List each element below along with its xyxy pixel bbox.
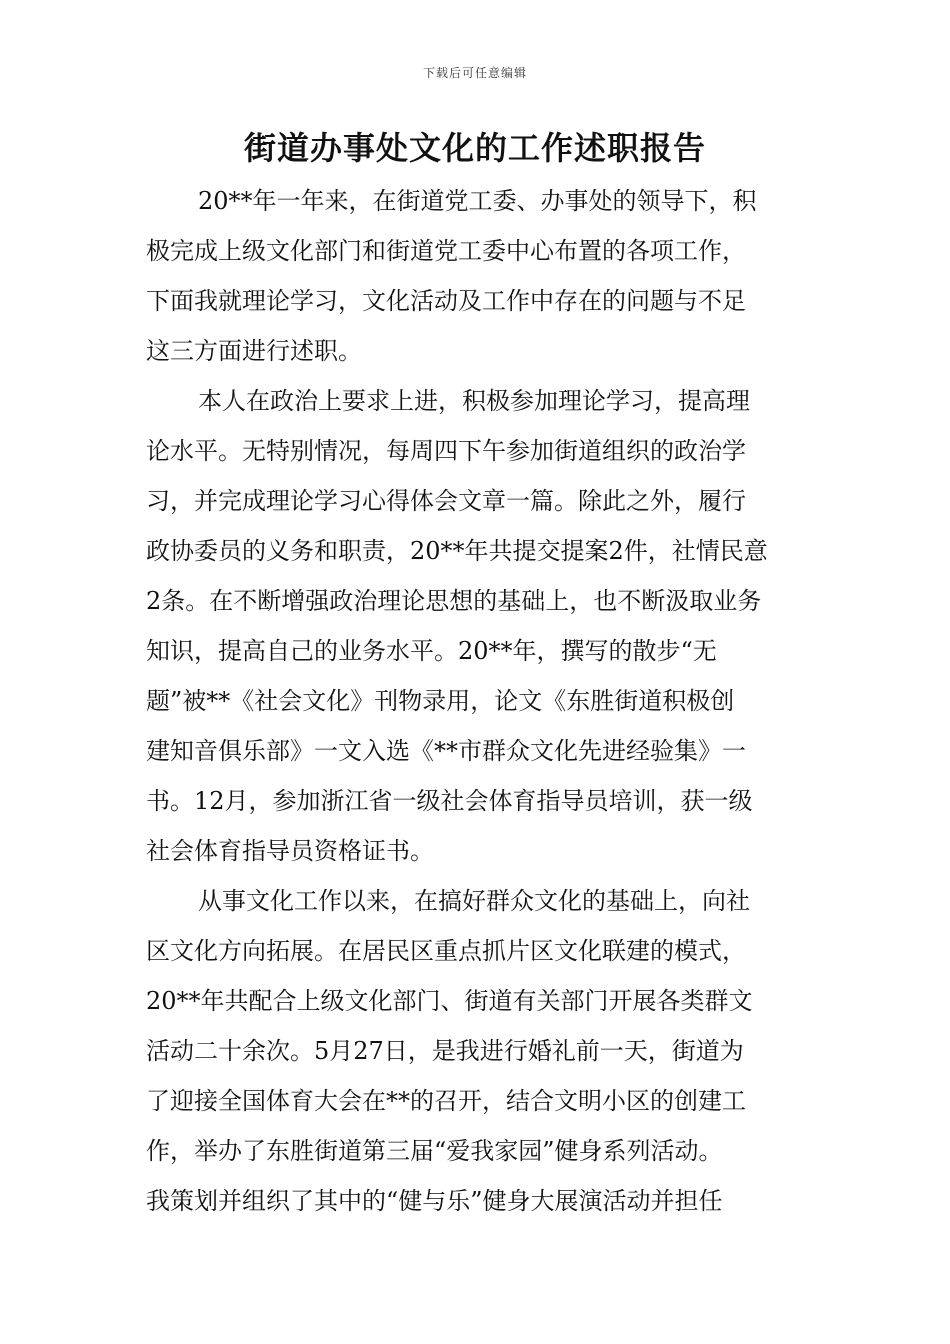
body-text-line: 社会体育指导员资格证书。	[146, 837, 434, 865]
body-text-line: 知识，提高自己的业务水平。20**年，撰写的散步“无	[146, 637, 717, 665]
body-text-line: 下面我就理论学习，文化活动及工作中存在的问题与不足	[146, 287, 746, 315]
body-text-line: 建知音俱乐部》一文入选《**市群众文化先进经验集》一	[146, 737, 746, 765]
body-text-line: 本人在政治上要求上进，积极参加理论学习，提高理	[198, 387, 750, 415]
body-text-line: 从事文化工作以来，在搞好群众文化的基础上，向社	[198, 887, 750, 915]
body-text-line: 了迎接全国体育大会在**的召开，结合文明小区的创建工	[146, 1087, 746, 1115]
body-text-line: 习，并完成理论学习心得体会文章一篇。除此之外，履行	[146, 487, 746, 515]
document-body	[146, 176, 818, 1226]
body-text-line: 作，举办了东胜街道第三届“爱我家园”健身系列活动。	[146, 1137, 723, 1165]
document-title: 街道办事处文化的工作述职报告	[243, 129, 706, 167]
body-text-line: 政协委员的义务和职责，20**年共提交提案2件，社情民意	[146, 537, 768, 565]
body-text-line: 我策划并组织了其中的“健与乐”健身大展演活动并担任	[146, 1187, 723, 1215]
body-text-line: 20**年共配合上级文化部门、街道有关部门开展各类群文	[146, 987, 753, 1015]
body-text-line: 题”被**《社会文化》刊物录用，论文《东胜街道积极创	[146, 687, 735, 715]
body-text-line: 这三方面进行述职。	[146, 337, 362, 365]
body-text-line: 书。12月，参加浙江省一级社会体育指导员培训，获一级	[146, 787, 753, 815]
body-text-line: 论水平。无特别情况，每周四下午参加街道组织的政治学	[146, 437, 746, 465]
body-text-line: 2条。在不断增强政治理论思想的基础上，也不断汲取业务	[146, 587, 762, 615]
body-text-line: 区文化方向拓展。在居民区重点抓片区文化联建的模式，	[146, 937, 746, 965]
body-text-line: 20**年一年来，在街道党工委、办事处的领导下，积	[198, 187, 757, 215]
body-text-line: 极完成上级文化部门和街道党工委中心布置的各项工作，	[146, 237, 746, 265]
header-note: 下载后可任意编辑	[422, 66, 527, 80]
body-text-line: 活动二十余次。5月27日，是我进行婚礼前一天，街道为	[146, 1037, 744, 1065]
